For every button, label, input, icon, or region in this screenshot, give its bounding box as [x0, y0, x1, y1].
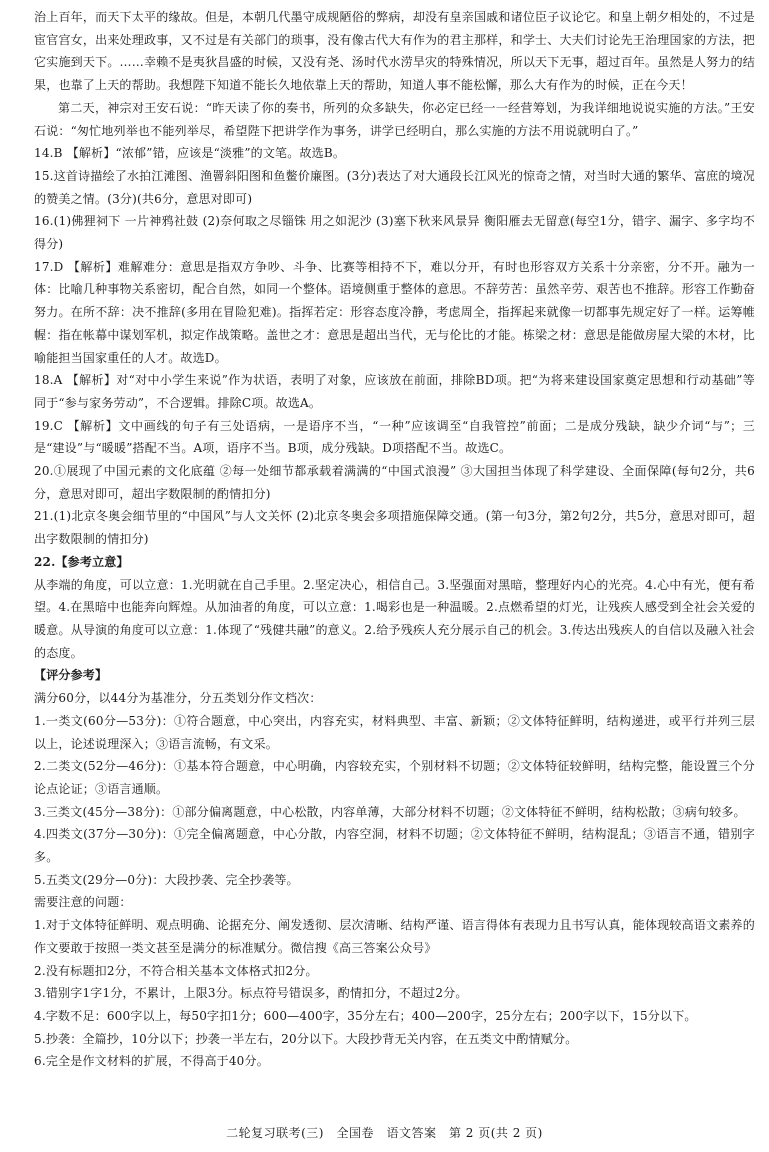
grade-class-3: 3.三类文(45分—38分)：①部分偏离题意，中心松散，内容单薄，大部分材料不切题；②文体特征不鲜明，结构松散；③病句较多。: [34, 804, 746, 819]
answer-19: 19.C 【解析】文中画线的句子有三处语病，一是语序不当，“一种”应该调至“自我管控”前面；二是成分残缺，缺少介词“与”；三是“建设”与“暖暖”搭配不当。A项，语序不当。B项，成分残缺。D项搭配不当。故选C。: [34, 418, 755, 456]
grade-class-5: 5.五类文(29分—0分)：大段抄袭、完全抄袭等。: [34, 872, 299, 887]
answer-16: 16.(1)佛狸祠下 一片神鸦社鼓 (2)奈何取之尽锱铢 用之如泥沙 (3)塞下秋来风景异 衡阳雁去无留意(每空1分，错字、漏字、多字均不得分): [34, 214, 755, 252]
answer-18: 18.A 【解析】对“对中小学生来说”作为状语，表明了对象，应该放在前面，排除BD项。把“为将来建设国家奠定思想和行动基础”等同于“参与家务劳动”，不合逻辑。排除C项。故选A。: [34, 373, 755, 410]
grade-class-4: 4.四类文(37分—30分)：①完全偏离题意，中心分散，内容空洞，材料不切题；②文体特征不鲜明，结构混乱；③语言不通，错别字多。: [34, 827, 755, 865]
note-3: 3.错别字1字1分，不累计，上限3分。标点符号错误多，酌情扣分，不超过2分。: [34, 986, 468, 1001]
note-1: 1.对于文体特征鲜明、观点明确、论据充分、阐发透彻、层次清晰、结构严谨、语言得体有表现力且书写认真，能体现较高语文素养的作文要敢于按照一类文甚至是满分的标准赋分。微信搜《高三答案公众号》: [34, 918, 755, 955]
scoring-intro: 满分60分，以44分为基准分，分五类划分作文档次：: [34, 691, 322, 706]
translation-paragraph-1: 治上百年，而天下太平的缘故。但是，本朝几代墨守成规陋俗的弊病，却没有皇亲国戚和诸位臣子议论它。和皇上朝夕相处的，不过是宦官宫女，出来处理政事，又不过是有关部门的琐事，没有像古代大有作为的君主那样，和学士、大夫们讨论先王治理国家的方法，把它实施到天下。……幸赖不是夷狄昌盛的时候，又没有尧、汤时代水涝旱灾的特殊情况，所以天下无事，超过百年。虽然是人努力的结果，也靠了上天的帮助。我想陛下知道不能长久地依靠上天的帮助，知道人事不能松懈，那么大有作为的时候，正在今天！: [34, 10, 755, 93]
scoring-heading: 【评分参考】: [34, 668, 108, 683]
note-6: 6.完全是作文材料的扩展，不得高于40分。: [34, 1054, 269, 1069]
answer-14: 14.B 【解析】“浓郁”错，应该是“淡雅”的文笔。故选B。: [34, 146, 346, 161]
note-2: 2.没有标题扣2分，不符合相关基本文体格式扣2分。: [34, 963, 318, 978]
answer-15: 15.这首诗描绘了水拍江滩图、渔罾斜阳图和鱼鳖价廉图。(3分)表达了对大通段长江风光的惊奇之情，对当时大通的繁华、富庶的境况的赞美之情。(3分)(共6分，意思对即可): [34, 168, 755, 206]
answer-22-heading: 22.【参考立意】: [34, 554, 129, 569]
reference-themes: 从李端的角度，可以立意：1.光明就在自己手里。2.坚定决心，相信自己。3.坚强面对黑暗，整理好内心的光亮。4.心中有光，便有希望。4.在黑暗中也能奔向辉煌。从加油者的角度，可以立意：1.喝彩也是一种温暖。2.点燃希望的灯光，让残疾人感受到全社会关爱的暖意。从导演的角度可以立意：1.体现了“残健共融”的意义。2.给予残疾人充分展示自己的机会。3.传达出残疾人的自信以及融入社会的态度。: [34, 577, 755, 660]
answer-20: 20.①展现了中国元素的文化底蕴 ②每一处细节都承载着满满的“中国式浪漫” ③大国担当体现了科学建设、全面保障(每句2分，共6分，意思对即可，超出字数限制的酌情扣分): [34, 464, 755, 501]
answer-21: 21.(1)北京冬奥会细节里的“中国风”与人文关怀 (2)北京冬奥会多项措施保障交通。(第一句3分，第2句2分，共5分，意思对即可，超出字数限制的情扣分): [34, 509, 755, 547]
answer-17: 17.D 【解析】难解难分：意思是指双方争吵、斗争、比赛等相持不下，难以分开，有时也形容双方关系十分亲密，分不开。融为一体：比喻几种事物关系密切，配合自然，如同一个整体。语境侧重于整体的意思。不辞劳苦：虽然辛劳、艰苦也不推辞。形容工作勤奋努力。在所不辞：决不推辞(多用在冒险犯难)。指挥若定：形容态度冷静，考虑周全，指挥起来就像一切都事先规定好了一样。运筹帷幄：指在帐幕中谋划军机，拟定作战策略。盖世之才：意思是超出当代，无与伦比的才能。栋梁之材：意思是能做房屋大梁的木材，比喻能担当国家重任的人才。故选D。: [34, 259, 755, 365]
grade-class-2: 2.二类文(52分—46分)：①基本符合题意，中心明确，内容较充实，个别材料不切题；②文体特征较鲜明，结构完整，能设置三个分论点论证；③语言通顺。: [34, 759, 755, 796]
grade-class-1: 1.一类文(60分—53分)：①符合题意，中心突出，内容充实，材料典型、丰富、新颖；②文体特征鲜明，结构递进，或平行并列三层以上，论述说理深入；③语言流畅，有文采。: [34, 713, 755, 751]
page-footer: 二轮复习联考(三) 全国卷 语文答案 第 2 页(共 2 页): [226, 1126, 543, 1140]
note-4: 4.字数不足：600字以上，每50字扣1分；600—400字，35分左右；400—200字，25分左右；200字以下，15分以下。: [34, 1008, 697, 1023]
translation-paragraph-2: 第二天，神宗对王安石说：“昨天读了你的奏书，所列的众多缺失，你必定已经一一经营筹划，为我详细地说说实施的方法。”王安石说：“匆忙地列举也不能列举尽，希望陛下把讲学作为事务，讲学已经明白，那么实施的方法不用说就明白了。”: [34, 100, 755, 138]
notes-heading: 需要注意的问题：: [34, 895, 132, 910]
note-5: 5.抄袭：全篇抄，10分以下；抄袭一半左右，20分以下。大段抄背无关内容，在五类文中酌情赋分。: [34, 1031, 578, 1046]
